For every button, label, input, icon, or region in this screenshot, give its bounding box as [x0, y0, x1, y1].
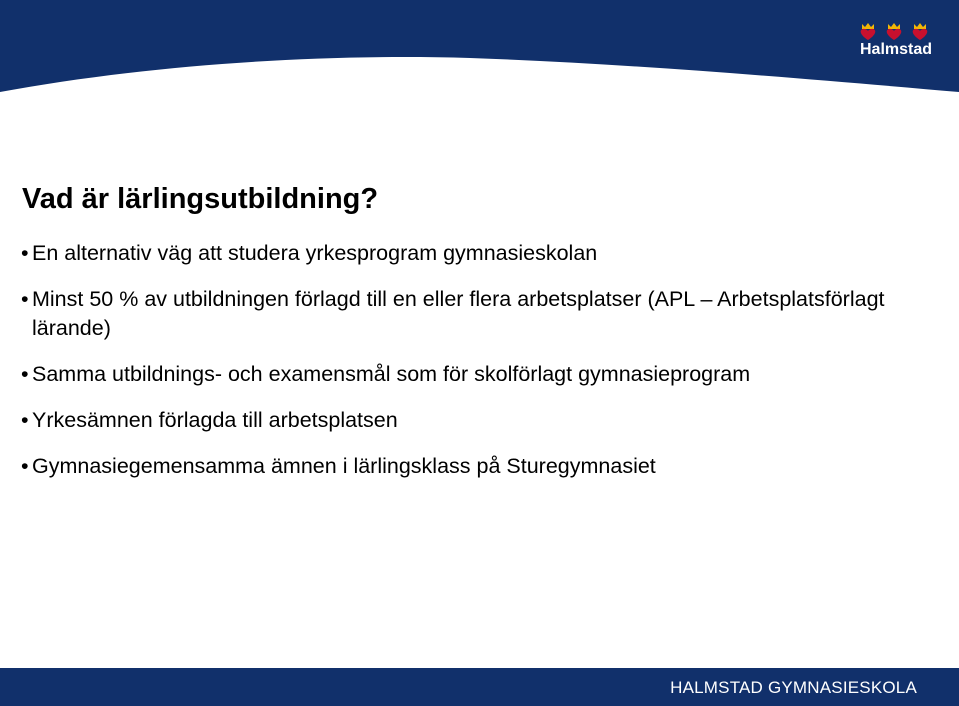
bullet-item: • Samma utbildnings- och examensmål som för skolförlagt gymnasieprogram — [21, 360, 921, 389]
bullet-item: • En alternativ väg att studera yrkesprogram gymnasieskolan — [21, 239, 921, 268]
bullet-item: • Gymnasiegemensamma ämnen i lärlingsklass på Sturegymnasiet — [21, 452, 921, 481]
bullet-item: • Minst 50 % av utbildningen förlagd till en eller flera arbetsplatser (APL – Arbetsplatsförlagt lärande) — [21, 285, 921, 343]
footer-text: HALMSTAD GYMNASIESKOLA — [670, 678, 917, 697]
crowns-hearts-icon — [856, 21, 936, 41]
bullet-list — [21, 239, 921, 498]
logo-text: Halmstad — [859, 41, 933, 58]
header-wave-band — [0, 0, 959, 110]
footer-band — [0, 668, 959, 706]
bullet-item: • Yrkesämnen förlagda till arbetsplatsen — [21, 406, 921, 435]
slide-title: Vad är lärlingsutbildning? — [22, 183, 379, 215]
halmstad-logo — [854, 21, 938, 61]
